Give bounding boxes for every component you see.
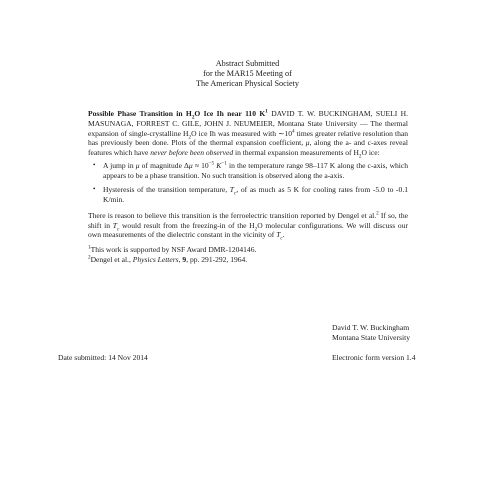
footnote-1: [88, 245, 408, 255]
footnote-text: Dengel et al.,: [90, 254, 133, 264]
header-line-2: for the MAR15 Meeting of: [203, 69, 292, 79]
mu-symbol-2: μ: [188, 160, 193, 170]
kelvin-symbol: K: [216, 160, 222, 170]
list-item: [88, 185, 408, 205]
closing-subscript: 2: [254, 226, 258, 232]
bullet-text-3: ≈ 10: [192, 160, 209, 170]
title-text-2: O Ice Ih near 110 K: [194, 109, 266, 118]
exponent: −5: [208, 160, 215, 167]
bullet-text: A jump in: [103, 160, 136, 170]
signature-name: David T. W. Buckingham: [332, 323, 410, 332]
tc-symbol: T: [112, 220, 117, 230]
intro-subscript: 2: [188, 134, 192, 140]
title-text: Possible Phase Transition in H: [88, 109, 192, 118]
tc-symbol: T: [229, 185, 234, 195]
closing-footnote-mark: 2: [376, 210, 379, 217]
intro-text-2: O ice Ih was measured with ∼10: [191, 128, 292, 138]
tc-subscript: c: [233, 190, 237, 197]
abstract-intro-paragraph: [88, 109, 408, 158]
tc-subscript-2: c: [280, 235, 283, 242]
closing-text-3: would result from the freezing-in of the H: [119, 220, 255, 230]
title-footnote-mark: 1: [265, 108, 268, 115]
date-submitted: Date submitted: 14 Nov 2014: [58, 353, 148, 362]
abstract-body: [88, 109, 408, 265]
footnote-mark: 1: [88, 244, 91, 251]
abstract-title: [88, 108, 268, 121]
closing-text-2: If so, the shift in: [88, 210, 408, 230]
bullet-icon: •: [93, 185, 96, 194]
list-item: [88, 161, 408, 181]
footnote-mark: 2: [88, 254, 91, 261]
kelvin-exponent: −1: [221, 160, 227, 167]
submission-header: [0, 59, 495, 90]
intro-text: The thermal expansion of single-crystalline H: [88, 118, 408, 138]
closing-text-4: O molecular configurations. We will discuss our own measurements of the dielectric constant in the vicinity of: [88, 220, 408, 240]
header-line-1: Abstract Submitted: [215, 59, 280, 68]
closing-text: There is reason to believe this transition is the ferroelectric transition reported by Dengel et al.: [88, 210, 377, 220]
intro-text-6: O ice:: [361, 148, 380, 157]
signature-block: [332, 323, 410, 343]
journal-volume: 9: [182, 254, 187, 264]
intro-text-4: , along the a- and c-axes reveal features which have: [88, 138, 408, 157]
footnote-2: [88, 255, 408, 265]
bullet-text: Hysteresis of the transition temperature,: [103, 185, 230, 195]
intro-superscript: 4: [291, 127, 295, 134]
footnote-text: This work is supported by NSF Award DMR-1204146.: [90, 245, 257, 254]
findings-list: [88, 161, 408, 205]
intro-text-5: in thermal expansion measurements of H: [233, 148, 359, 157]
header-line-3: The American Physical Society: [196, 79, 299, 89]
form-version: Electronic form version 1.4: [332, 353, 416, 362]
closing-period: .: [282, 230, 285, 240]
tc-subscript: c: [116, 226, 120, 232]
bullet-text-2: of magnitude Δ: [139, 160, 189, 170]
author-list: DAVID T. W. BUCKINGHAM, SUELI H. MASUNAGA, FORREST C. GILE, JOHN J. NEUMEIER, Montana State University —: [88, 109, 408, 128]
bullet-icon: •: [93, 160, 96, 169]
signature-affiliation: Montana State University: [332, 332, 411, 342]
mu-symbol: μ: [135, 160, 140, 170]
journal-name: Physics Letters: [132, 254, 179, 264]
footnote-pages: , pp. 291-292, 1964.: [186, 254, 248, 264]
bullet-text-4: in the temperature range 98–117 K along the c-axis, which appears to be a phase transition. No such transition is observed along the a-axis.: [103, 160, 409, 180]
closing-paragraph: [88, 211, 408, 240]
intro-subscript-2: 2: [358, 153, 362, 160]
intro-emphasis: never before been observed: [150, 148, 234, 157]
intro-text-3: times greater relative resolution than has previously been done. Plots of the thermal expansion coefficient,: [88, 128, 408, 148]
footnotes: [88, 245, 408, 265]
title-subscript: 2: [191, 114, 195, 121]
bullet-text-2: , of as much as 5 K for cooling rates from -5.0 to -0.1 K/min.: [103, 185, 408, 204]
tc-symbol-2: T: [276, 230, 281, 240]
intro-mu-symbol: μ: [305, 138, 310, 148]
footnote-separator: ,: [178, 254, 183, 264]
